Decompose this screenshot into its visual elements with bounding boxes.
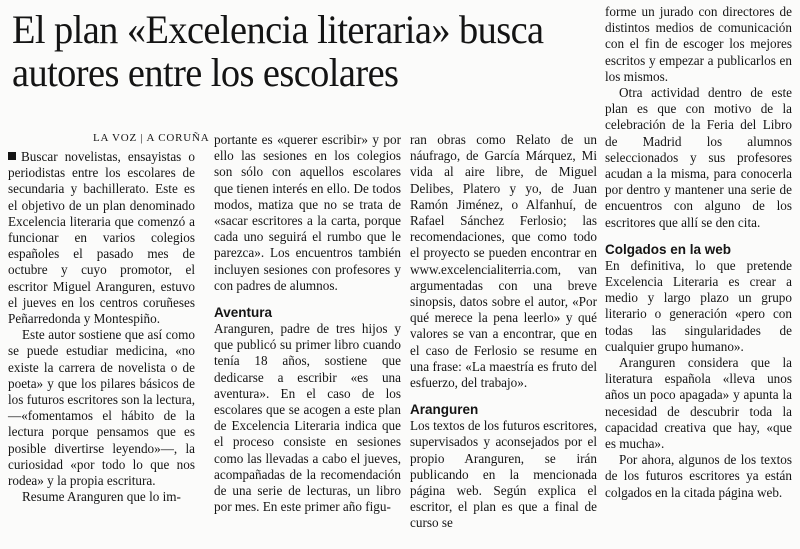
column-2 — [214, 132, 401, 515]
paragraph: Los textos de los futuros escritores, supervisados y aconsejados por el propio Aranguren, se irán publicando en la mencionada página web. Según explica el escritor, el plan es que a final de curso se — [410, 418, 597, 531]
paragraph: Aranguren, padre de tres hijos y que publicó su primer libro cuando tenía 18 años, sostiene que dedicarse a escribir «es una aventura». En el caso de los escolares que se acogen a este plan de Excelencia Literaria indica que el proceso consiste en sesiones como las llevadas a cabo el jueves, acompañadas de la recomendación de una serie de lecturas, un libro por mes. En este primer año figu- — [214, 321, 401, 515]
paragraph: ran obras como Relato de un náufrago, de García Márquez, Mi vida al aire libre, de Miguel Delibes, Platero y yo, de Juan Ramón Jiménez, o Alfanhuí, de Rafael Sánchez Ferlosio; las recomendaciones, que como todo el proyecto se pueden encontrar en www.excelencialiterria.com, van argumentadas con una breve sinopsis, datos sobre el autor, «Por qué merece la pena leerlo» y qué valores se van a encontrar, que en el caso de Ferlosio se resume en una frase: «La maestría es fruto del esfuerzo, del trabajo». — [410, 132, 597, 391]
paragraph: forme un jurado con directores de distintos medios de comunicación con el fin de escoger los mejores escritos y empezar a publicarlos en los mismos. — [605, 4, 792, 84]
column-4 — [605, 4, 792, 501]
byline: LA VOZ | A CORUÑA — [93, 132, 210, 144]
paragraph: Por ahora, algunos de los textos de los futuros escritores ya están colgados en la citada página web. — [605, 452, 792, 500]
headline: El plan «Excelencia literaria» busca autores entre los escolares — [12, 7, 544, 95]
paragraph: Aranguren considera que la literatura española «lleva unos años un poco apagada» y apunta la necesidad de descubrir toda la capacidad creativa que hay, «que es mucha». — [605, 355, 792, 452]
subheading-aranguren: Aranguren — [410, 402, 479, 418]
paragraph-text: Buscar novelistas, ensayistas o periodistas entre los escolares de secundaria y bachillerato. Este es el objetivo de un plan denominado Excelencia literaria que comenzó a funcionar en varios colegios españoles el pasado mes de octubre y cuyo promotor, el escritor Miguel Aranguren, estuvo el jueves en los centros coruñeses Peñarredonda y Montespiño. — [8, 149, 195, 327]
subheading-aventura: Aventura — [214, 305, 273, 321]
paragraph: Otra actividad dentro de este plan es que con motivo de la celebración de la Feria del Libro de Madrid los alumnos seleccionados y sus profesores acudan a la misma, para conocerla por dentro y mantener una serie de encuentros con alguno de los escritores que allí se den cita. — [605, 85, 792, 230]
subheading-colgados-en-la-web: Colgados en la web — [605, 241, 732, 257]
paragraph: Este autor sostiene que así como se puede estudiar medicina, «no existe la carrera de novelista o de poeta» y que los pilares básicos de los futuros escritores son la lectura, —«fomentamos el hábito de la lectura porque pensamos que es posible divertirse leyendo»—, la curiosidad «por todo lo que nos rodea» y la propia escritura. — [8, 327, 195, 489]
paragraph: Resume Aranguren que lo im- — [22, 489, 181, 505]
paragraph — [8, 149, 195, 327]
paragraph: portante es «querer escribir» y por ello las sesiones en los colegios son sólo con aquellos escolares que tienen interés en ello. De todos modos, matiza que no se trata de «sacar escritores a la carta, porque cada uno seguirá el rumbo que le parezca». Los encuentros también incluyen sesiones con profesores y con padres de alumnos. — [214, 132, 401, 293]
bullet-square-icon — [8, 152, 16, 160]
column-3 — [410, 132, 597, 532]
paragraph: En definitiva, lo que pretende Excelencia Literaria es crear a medio y largo plazo un grupo literario o generación «pero con todas las singularidades de cualquier grupo humano». — [605, 257, 792, 354]
column-1 — [8, 149, 195, 505]
